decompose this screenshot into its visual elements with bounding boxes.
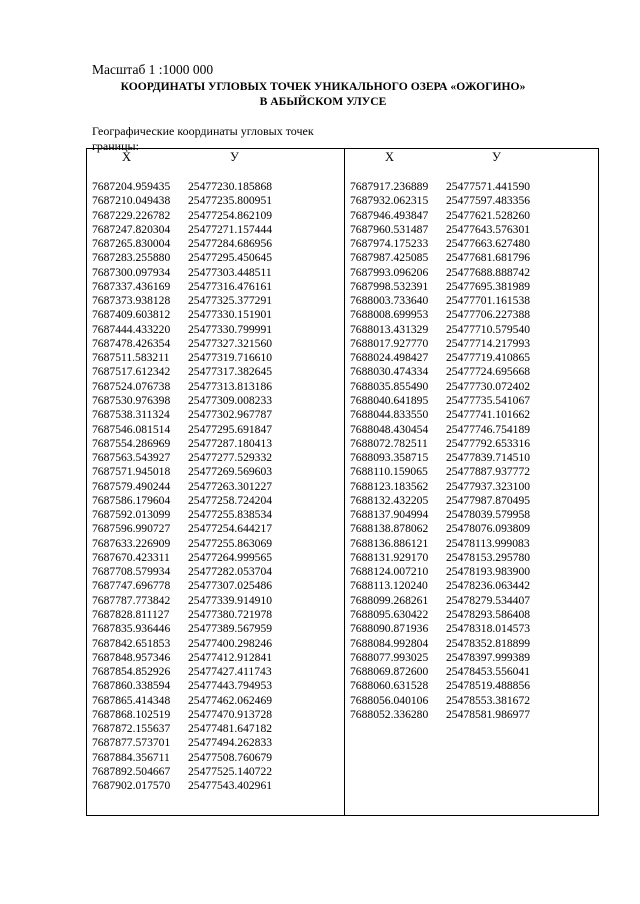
y-coordinate: 25477427.411743 [188, 665, 272, 679]
x-coordinate: 7687860.338594 [92, 679, 171, 693]
table-row [92, 465, 272, 479]
y-coordinate: 25477400.298246 [188, 636, 273, 650]
y-coordinate: 25477255.863069 [188, 536, 273, 550]
x-coordinate: 7687210.049438 [92, 194, 171, 208]
table-row [92, 194, 272, 208]
y-coordinate: 25477462.062469 [188, 693, 273, 707]
header-x-left: X [122, 150, 132, 164]
table-row [92, 351, 272, 365]
table-row [92, 437, 272, 451]
caption-line-1: Географические координаты угловых точек [92, 124, 314, 138]
table-row [92, 209, 272, 223]
x-coordinate: 7687579.490244 [92, 479, 171, 493]
y-coordinate: 25477681.681796 [446, 251, 531, 265]
caption-line-2: границы: [92, 139, 139, 153]
x-coordinate: 7687670.423311 [92, 550, 170, 564]
x-coordinate: 7687708.579934 [92, 565, 171, 579]
table-row [350, 537, 530, 551]
x-coordinate: 7687868.102519 [92, 707, 171, 721]
x-coordinate: 7688060.631528 [350, 679, 429, 693]
table-row [92, 565, 272, 579]
y-coordinate: 25477284.686956 [188, 237, 273, 251]
table-row [350, 380, 530, 394]
x-coordinate: 7687828.811127 [92, 607, 170, 621]
table-row [350, 622, 530, 636]
table-row [92, 323, 272, 337]
table-row [350, 651, 530, 665]
y-coordinate: 25477295.450645 [188, 251, 273, 265]
y-coordinate: 25477741.101662 [446, 408, 531, 422]
x-coordinate: 7688052.336280 [350, 707, 429, 721]
x-coordinate: 7688017.927770 [350, 336, 429, 350]
y-coordinate: 25477325.377291 [188, 294, 273, 308]
x-coordinate: 7688003.733640 [350, 294, 429, 308]
y-coordinate: 25477307.025486 [188, 579, 273, 593]
y-coordinate: 25478581.986977 [446, 707, 531, 721]
y-coordinate: 25477937.323100 [446, 479, 531, 493]
table-row [350, 180, 530, 194]
table-row [350, 394, 530, 408]
y-coordinate: 25478453.556041 [446, 665, 531, 679]
table-row [350, 209, 530, 223]
table-row [350, 423, 530, 437]
table-row [92, 751, 272, 765]
table-row [92, 294, 272, 308]
table-row [350, 665, 530, 679]
x-coordinate: 7687524.076738 [92, 379, 171, 393]
x-coordinate: 7687586.179604 [92, 493, 171, 507]
table-row [92, 651, 272, 665]
x-coordinate: 7687865.414348 [92, 693, 171, 707]
y-coordinate: 25478293.586408 [446, 607, 531, 621]
y-coordinate: 25477295.691847 [188, 422, 273, 436]
document-subtitle: В АБЫЙСКОМ УЛУСЕ [259, 95, 387, 108]
table-row [92, 251, 272, 265]
table-row [350, 522, 530, 536]
y-coordinate: 25477302.967787 [188, 408, 273, 422]
y-coordinate: 25477688.888742 [446, 265, 531, 279]
y-coordinate: 25478352.818899 [446, 636, 531, 650]
table-row [92, 594, 272, 608]
y-coordinate: 25477258.724204 [188, 493, 273, 507]
x-coordinate: 7687204.959435 [92, 180, 171, 193]
y-coordinate: 25477714.217993 [446, 336, 531, 350]
y-coordinate: 25477525.140722 [188, 764, 273, 778]
x-coordinate: 7687892.504667 [92, 764, 171, 778]
coordinates-table [86, 148, 599, 816]
x-coordinate: 7687854.852926 [92, 665, 171, 679]
x-coordinate: 7688040.641895 [350, 393, 429, 407]
y-coordinate: 25477277.529332 [188, 451, 273, 465]
table-row [350, 508, 530, 522]
x-coordinate: 7688132.432205 [350, 493, 429, 507]
x-coordinate: 7687300.097934 [92, 265, 171, 279]
y-coordinate: 25477621.528260 [446, 208, 531, 222]
x-coordinate: 7688044.833550 [350, 408, 429, 422]
y-coordinate: 25477987.870495 [446, 493, 531, 507]
header-y-left: У [230, 150, 239, 164]
column-divider [344, 149, 345, 815]
y-coordinate: 25477730.072402 [446, 379, 531, 393]
x-coordinate: 7688099.268261 [350, 593, 429, 607]
y-coordinate: 25477719.410865 [446, 351, 531, 365]
y-coordinate: 25477746.754189 [446, 422, 531, 436]
x-coordinate: 7687902.017570 [92, 779, 171, 793]
table-row [92, 280, 272, 294]
table-row [92, 779, 272, 793]
y-coordinate: 25477508.760679 [188, 750, 273, 764]
x-coordinate: 7687546.081514 [92, 422, 171, 436]
x-coordinate: 7687946.493847 [350, 208, 429, 222]
y-coordinate: 25478519.488856 [446, 679, 531, 693]
table-row [350, 266, 530, 280]
y-coordinate: 25477380.721978 [188, 607, 273, 621]
x-coordinate: 7687247.820304 [92, 222, 171, 236]
x-coordinate: 7687409.603812 [92, 308, 171, 322]
x-coordinate: 7687554.286969 [92, 436, 171, 450]
header-y-right: У [492, 150, 501, 164]
table-row [350, 480, 530, 494]
x-coordinate: 7688113.120240 [350, 579, 428, 593]
x-coordinate: 7687998.532391 [350, 279, 429, 293]
table-row [350, 451, 530, 465]
table-row [92, 551, 272, 565]
x-coordinate: 7687444.433220 [92, 322, 171, 336]
table-row [350, 337, 530, 351]
x-coordinate: 7688095.630422 [350, 607, 429, 621]
table-row [350, 280, 530, 294]
y-coordinate: 25477263.301227 [188, 479, 273, 493]
x-coordinate: 7687511.583211 [92, 351, 170, 365]
y-coordinate: 25477255.838534 [188, 508, 273, 522]
x-coordinate: 7687283.255880 [92, 251, 171, 265]
y-coordinate: 25477663.627480 [446, 237, 531, 251]
y-coordinate: 25477389.567959 [188, 622, 273, 636]
table-row [92, 608, 272, 622]
table-row [350, 351, 530, 365]
y-coordinate: 25477494.262833 [188, 736, 273, 750]
y-coordinate: 25477271.157444 [188, 222, 273, 236]
x-coordinate: 7688072.782511 [350, 436, 428, 450]
x-coordinate: 7687993.096206 [350, 265, 429, 279]
y-coordinate: 25478113.999083 [446, 536, 530, 550]
map-scale: Масштаб 1 :1000 000 [92, 62, 214, 77]
x-coordinate: 7688008.699953 [350, 308, 429, 322]
y-coordinate: 25477235.800951 [188, 194, 273, 208]
table-row [92, 722, 272, 736]
x-coordinate: 7688024.498427 [350, 351, 429, 365]
x-coordinate: 7688048.430454 [350, 422, 429, 436]
y-coordinate: 25477481.647182 [188, 722, 273, 736]
table-row [350, 365, 530, 379]
x-coordinate: 7688131.929170 [350, 550, 429, 564]
y-coordinate: 25477319.716610 [188, 351, 273, 365]
y-coordinate: 25477887.937772 [446, 465, 531, 479]
x-coordinate: 7687835.936446 [92, 622, 171, 636]
y-coordinate: 25477643.576301 [446, 222, 531, 236]
x-coordinate: 7687596.990727 [92, 522, 171, 536]
x-coordinate: 7687917.236889 [350, 180, 429, 193]
x-coordinate: 7687872.155637 [92, 722, 171, 736]
x-coordinate: 7687842.651853 [92, 636, 171, 650]
y-coordinate: 25477543.402961 [188, 779, 273, 793]
x-coordinate: 7688123.183562 [350, 479, 429, 493]
x-coordinate: 7687974.175233 [350, 237, 429, 251]
table-row [350, 694, 530, 708]
y-coordinate: 25478153.295780 [446, 550, 531, 564]
x-coordinate: 7688138.878062 [350, 522, 429, 536]
y-coordinate: 25477330.151901 [188, 308, 273, 322]
x-coordinate: 7687884.356711 [92, 750, 170, 764]
table-row [92, 694, 272, 708]
table-row [92, 365, 272, 379]
y-coordinate: 25477317.382645 [188, 365, 273, 379]
y-coordinate: 25477597.483356 [446, 194, 531, 208]
table-row [92, 180, 272, 194]
table-row [350, 608, 530, 622]
x-coordinate: 7688056.040106 [350, 693, 429, 707]
y-coordinate: 25477282.053704 [188, 565, 273, 579]
x-coordinate: 7688136.886121 [350, 536, 429, 550]
y-coordinate: 25478397.999389 [446, 650, 531, 664]
table-row [350, 251, 530, 265]
table-row [350, 679, 530, 693]
right-rows [350, 180, 530, 722]
table-row [92, 622, 272, 636]
y-coordinate: 25478236.063442 [446, 579, 531, 593]
y-coordinate: 25477230.185868 [188, 180, 273, 193]
x-coordinate: 7687932.062315 [350, 194, 429, 208]
x-coordinate: 7687877.573701 [92, 736, 171, 750]
y-coordinate: 25477724.695668 [446, 365, 531, 379]
table-row [92, 394, 272, 408]
x-coordinate: 7687373.938128 [92, 294, 171, 308]
y-coordinate: 25478193.983900 [446, 565, 531, 579]
y-coordinate: 25477254.644217 [188, 522, 273, 536]
y-coordinate: 25478279.534407 [446, 593, 531, 607]
y-coordinate: 25477470.913728 [188, 707, 273, 721]
table-row [350, 308, 530, 322]
x-coordinate: 7688124.007210 [350, 565, 429, 579]
y-coordinate: 25477839.714510 [446, 451, 531, 465]
table-row [92, 736, 272, 750]
x-coordinate: 7688030.474334 [350, 365, 429, 379]
table-row [92, 537, 272, 551]
table-row [92, 480, 272, 494]
y-coordinate: 25477701.161538 [446, 294, 531, 308]
x-coordinate: 7687478.426354 [92, 336, 171, 350]
table-row [92, 579, 272, 593]
table-row [350, 637, 530, 651]
table-row [92, 423, 272, 437]
y-coordinate: 25477303.448511 [188, 265, 272, 279]
x-coordinate: 7687265.830004 [92, 237, 171, 251]
table-row [92, 637, 272, 651]
y-coordinate: 25477443.794953 [188, 679, 273, 693]
table-row [92, 380, 272, 394]
table-row [350, 594, 530, 608]
table-row [350, 408, 530, 422]
x-coordinate: 7688093.358715 [350, 451, 429, 465]
x-coordinate: 7688137.904994 [350, 508, 429, 522]
table-row [92, 408, 272, 422]
y-coordinate: 25477327.321560 [188, 336, 273, 350]
x-coordinate: 7688069.872600 [350, 665, 429, 679]
x-coordinate: 7687848.957346 [92, 650, 171, 664]
y-coordinate: 25477264.999565 [188, 550, 273, 564]
header-x-right: X [385, 150, 395, 164]
table-row [92, 494, 272, 508]
x-coordinate: 7687229.226782 [92, 208, 171, 222]
table-row [92, 308, 272, 322]
table-row [92, 679, 272, 693]
y-coordinate: 25477269.569603 [188, 465, 273, 479]
table-row [350, 323, 530, 337]
y-coordinate: 25477695.381989 [446, 279, 531, 293]
y-coordinate: 25478039.579958 [446, 508, 531, 522]
y-coordinate: 25477710.579540 [446, 322, 531, 336]
table-row [350, 223, 530, 237]
x-coordinate: 7687517.612342 [92, 365, 171, 379]
y-coordinate: 25477339.914910 [188, 593, 273, 607]
y-coordinate: 25477412.912841 [188, 650, 273, 664]
table-row [92, 665, 272, 679]
table-row [350, 551, 530, 565]
left-rows [92, 180, 272, 793]
table-row [350, 579, 530, 593]
table-row [350, 294, 530, 308]
y-coordinate: 25477571.441590 [446, 180, 531, 193]
table-row [92, 708, 272, 722]
x-coordinate: 7688110.159065 [350, 465, 428, 479]
x-coordinate: 7688077.993025 [350, 650, 429, 664]
y-coordinate: 25477792.653316 [446, 436, 531, 450]
table-row [92, 266, 272, 280]
table-row [350, 494, 530, 508]
x-coordinate: 7688084.992804 [350, 636, 429, 650]
y-coordinate: 25477313.813186 [188, 379, 273, 393]
table-row [92, 765, 272, 779]
y-coordinate: 25478318.014573 [446, 622, 531, 636]
table-row [350, 237, 530, 251]
table-row [92, 337, 272, 351]
y-coordinate: 25477287.180413 [188, 436, 273, 450]
x-coordinate: 7687571.945018 [92, 465, 171, 479]
table-row [350, 437, 530, 451]
y-coordinate: 25477316.476161 [188, 279, 273, 293]
x-coordinate: 7687960.531487 [350, 222, 429, 236]
x-coordinate: 7688090.871936 [350, 622, 429, 636]
y-coordinate: 25478076.093809 [446, 522, 531, 536]
y-coordinate: 25478553.381672 [446, 693, 531, 707]
x-coordinate: 7687747.696778 [92, 579, 171, 593]
x-coordinate: 7687563.543927 [92, 451, 171, 465]
x-coordinate: 7687530.976398 [92, 393, 171, 407]
y-coordinate: 25477309.008233 [188, 393, 273, 407]
table-row [92, 451, 272, 465]
table-row [92, 522, 272, 536]
y-coordinate: 25477254.862109 [188, 208, 273, 222]
x-coordinate: 7688013.431329 [350, 322, 429, 336]
x-coordinate: 7688035.855490 [350, 379, 429, 393]
x-coordinate: 7687633.226909 [92, 536, 171, 550]
x-coordinate: 7687337.436169 [92, 279, 171, 293]
x-coordinate: 7687538.311324 [92, 408, 170, 422]
y-coordinate: 25477330.799991 [188, 322, 273, 336]
table-row [350, 194, 530, 208]
x-coordinate: 7687987.425085 [350, 251, 429, 265]
x-coordinate: 7687787.773842 [92, 593, 171, 607]
table-row [350, 708, 530, 722]
x-coordinate: 7687592.013099 [92, 508, 171, 522]
table-row [92, 508, 272, 522]
table-row [92, 223, 272, 237]
table-row [350, 465, 530, 479]
table-row [350, 565, 530, 579]
y-coordinate: 25477706.227388 [446, 308, 531, 322]
document-title: КООРДИНАТЫ УГЛОВЫХ ТОЧЕК УНИКАЛЬНОГО ОЗЕРА «ОЖОГИНО» [120, 80, 526, 93]
table-row [92, 237, 272, 251]
y-coordinate: 25477735.541067 [446, 393, 531, 407]
